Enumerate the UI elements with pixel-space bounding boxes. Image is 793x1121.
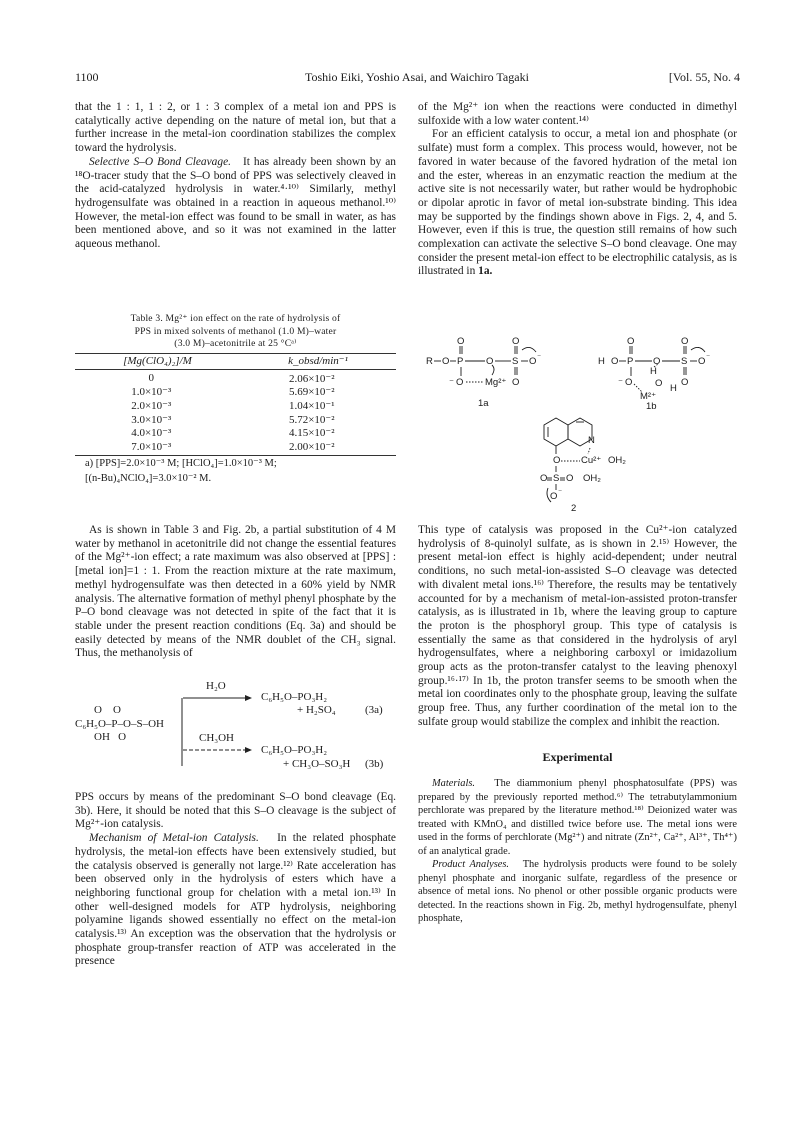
ligand-label: OH₂ xyxy=(583,473,601,484)
concentration-cell: 4.0×10⁻³ xyxy=(131,427,172,440)
equation-label: (3a) xyxy=(365,704,383,716)
product-line: C₆H₅O–PO₃H₂ xyxy=(261,744,328,756)
structure-label: 1a xyxy=(478,398,489,409)
atom-label: O xyxy=(456,377,464,388)
branch-line xyxy=(179,698,185,766)
structure-2 xyxy=(540,418,626,514)
section-heading: Experimental xyxy=(542,749,613,764)
page-number: 1100 xyxy=(75,70,99,84)
structure-label: 2 xyxy=(571,503,577,514)
charge-label: ⁻ xyxy=(537,352,542,361)
paragraph: As is shown in Table 3 and Fig. 2b, a partial substitution of 4 M water by methanol in acetonitrile did not change the essential features of the Mg²⁺-ion effect; a rate maximum was also observed at [PPS] : [metal ion]=1 : 1. From the reaction mixture at the rate maximum, methyl hydrogensulfate was then detected in a 60% yield by NMR analysis. The alternative formation of methyl phenyl phosphate by the P–O bond cleavage was not detected in spite of the fact that it is stable under the present reaction conditions (Eq. 3a) and should be easily detected by means of the NMR doublet of the CH₃ signal. Thus, the methanolysis of xyxy=(75,524,396,660)
paragraph xyxy=(418,858,737,926)
paragraph-text: In the related phosphate hydrolysis, the metal-ion effects have been extensively studied, but the catalysis observed is generally not large.¹²⁾ Rate acceleration has been observed only in the hydrolysis of esters which have a neighboring functional group for chelation with a metal ion.¹³⁾ In other well-designed models for ATP hydrolysis, neighboring polyamine ligands showed essentially no effect on the metal-ion catalysis.¹³⁾ An exception was the observation that the hydrolysis or phosphate group-transfer reaction of ATP was accelerated in the presence xyxy=(75,832,396,968)
charge-label: ⁻ xyxy=(449,377,455,388)
table-body xyxy=(75,372,396,454)
atom-label: R xyxy=(426,356,433,367)
reaction-arrow xyxy=(183,746,253,754)
table-row xyxy=(75,399,396,413)
atom-label: P xyxy=(627,356,634,367)
atom-label: O xyxy=(627,336,635,347)
paragraph-text: The hydrolysis products were found to be solely phenyl phosphate and inorganic sulfate, regardless of the presence or absence of metal ions. No phenol or other possible organic products were detected. In the reactions shown in Fig. 2b, methyl hydrogensulfate, phenyl phosphate, xyxy=(418,859,737,925)
compound-ref: 1a. xyxy=(478,265,493,278)
metal-ion: Cu²⁺ xyxy=(581,455,602,466)
atom-label: O xyxy=(529,356,537,367)
atom-label: H xyxy=(650,366,657,377)
atom-label: O xyxy=(442,356,450,367)
right-column-top xyxy=(418,101,737,279)
column-header: [Mg(ClO₄)₂]/M xyxy=(123,354,192,367)
atom-label: O xyxy=(698,356,706,367)
atom-label: O xyxy=(457,336,465,347)
paragraph: of the Mg²⁺ ion when the reactions were conducted in dimethyl sulfoxide with a low water content.¹⁴⁾ xyxy=(418,101,737,127)
mechanism-scheme xyxy=(418,336,738,516)
table-row xyxy=(75,412,396,426)
reagent-methanol: CH₃OH xyxy=(199,732,235,744)
atom-label: H xyxy=(598,356,605,367)
atom-label: O xyxy=(655,378,663,389)
atom-label: O xyxy=(681,377,689,388)
paragraph: that the 1 : 1, 1 : 2, or 1 : 3 complex of a metal ion and PPS is catalytically active depending on the nature of metal ion, but that a further increase in the metal-ion coordination stabilizes the complex toward the hydrolysis. xyxy=(75,101,396,155)
metal-ion: M²⁺ xyxy=(640,391,657,402)
run-in-heading: Selective S–O Bond Cleavage. xyxy=(89,155,231,168)
atom-label: O xyxy=(681,336,689,347)
atom-label: S xyxy=(512,356,519,367)
oxo-line: O O xyxy=(94,704,121,716)
author-line: Toshio Eiki, Yoshio Asai, and Waichiro Tagaki xyxy=(305,70,529,84)
atom-label: N xyxy=(588,435,595,446)
atom-label: O xyxy=(653,356,661,367)
product-line: C₆H₅O–PO₃H₂ xyxy=(261,691,328,703)
paragraph-text: The diammonium phenyl phosphatosulfate (PPS) was prepared by the previously reported method.⁶⁾ The tetrabutylammonium perchlorate was prepared by the literature method.¹⁸⁾ Deionized water was treated with KMnO₄ and distilled twice before use. The metal ions were used in the forms of perchlorate (Mg²⁺) and nitrate (Zn²⁺, Ca²⁺, Al³⁺, Th⁴⁺) of an analytical grade. xyxy=(418,778,738,857)
rate-cell: 5.72×10⁻² xyxy=(288,413,335,426)
product-line: + H₂SO₄ xyxy=(297,704,336,716)
atom-label: S xyxy=(553,473,560,484)
atom-label: O xyxy=(512,336,520,347)
product-line: + CH₃O–SO₃H xyxy=(283,758,351,770)
concentration-cell: 7.0×10⁻³ xyxy=(131,440,172,453)
run-in-heading: Product Analyses. xyxy=(432,859,509,871)
ligand-label: OH₂ xyxy=(608,455,626,466)
footnote-line: [(n-Bu)₄NClO₄]=3.0×10⁻² M. xyxy=(85,472,212,484)
atom-label: O xyxy=(625,377,633,388)
rate-cell: 2.06×10⁻² xyxy=(288,372,335,385)
atom-label: P xyxy=(457,356,464,367)
caption-line: Table 3. Mg²⁺ ion effect on the rate of hydrolysis of xyxy=(130,313,341,324)
metal-ion: Mg²⁺ xyxy=(485,377,507,388)
concentration-cell: 0 xyxy=(148,372,154,385)
atom-label: S xyxy=(681,356,688,367)
atom-label: O xyxy=(486,356,494,367)
left-column-middle xyxy=(75,524,396,661)
rate-cell: 5.69×10⁻² xyxy=(288,386,335,399)
table-rule xyxy=(75,369,396,370)
table-row xyxy=(75,426,396,440)
structure-1b xyxy=(598,336,710,412)
concentration-cell: 3.0×10⁻³ xyxy=(131,413,172,426)
equation-label: (3b) xyxy=(365,758,384,770)
reagent-water: H₂O xyxy=(206,680,226,692)
structure-label: 1b xyxy=(646,401,657,412)
left-column-bottom xyxy=(75,791,396,969)
caption-line: (3.0 M)–acetonitrile at 25 °Cᵃ⁾ xyxy=(174,338,297,349)
rate-cell: 4.15×10⁻² xyxy=(288,427,335,440)
experimental-text xyxy=(418,777,737,926)
right-column-bottom xyxy=(418,524,737,926)
table-caption xyxy=(75,313,396,351)
left-column-top xyxy=(75,101,396,252)
reactant-formula: C₆H₅O–P–O–S–OH xyxy=(75,718,164,730)
reaction-arrow xyxy=(183,694,253,702)
atom-label: O xyxy=(512,377,520,388)
concentration-cell: 2.0×10⁻³ xyxy=(131,399,172,412)
running-header xyxy=(75,70,740,86)
rate-cell: 2.00×10⁻² xyxy=(288,440,335,453)
paragraph: PPS occurs by means of the predominant S–O bond cleavage (Eq. 3b). Here, it should be noted that this S–O cleavage is the subject of Mg²⁺-ion catalysis. xyxy=(75,791,396,831)
charge-label: ⁻ xyxy=(558,487,563,496)
atom-label: O xyxy=(553,455,561,466)
paragraph-text: For an efficient catalysis to occur, a metal ion and phosphate (or sulfate) must form a complex. This process would, however, not be favored in water because of the favored hydration of the metal ion and the ester, whereas in an enzymatic reaction the medium at the active site is not necessarily water, but rather would be hydrophobic or dipolar aprotic in favor of metal ion-substrate binding. This idea may be supported by the findings shown above in Figs. 2, 4, and 5. However, even if this is true, the question still remains of how such complexation can activate the selective S–O bond cleavage. One may consider the present metal-ion effect to be electrophilic catalysis, as is illustrated in xyxy=(418,128,737,278)
paragraph xyxy=(75,156,396,252)
concentration-cell: 1.0×10⁻³ xyxy=(131,386,172,399)
rate-cell: 1.04×10⁻¹ xyxy=(288,399,335,412)
equation-3 xyxy=(75,680,396,790)
charge-label: ⁻ xyxy=(618,377,624,388)
paragraph xyxy=(418,777,737,858)
paragraph: This type of catalysis was proposed in the Cu²⁺-ion catalyzed hydrolysis of 8-quinolyl sulfate, as is shown in 2.¹⁵⁾ However, the present metal-ion effect is highly acid-dependent; under neutral conditions, no such metal-ion-assisted S–O cleavage was detected with divalent metal ions.¹⁶⁾ Therefore, the results may be tentatively accounted for by a mechanism of metal-ion-assisted proton-transfer catalysis, as is illustrated in 1b, where the leaving group to capture the proton is the phosphoryl group. This type of catalysis is essentially the same as that considered in the hydrolysis of aryl hydrogensulfates, where a neighboring carboxyl or imidazolium group acts as the proton-transfer catalyst to the leaving phenoxyl group.¹⁶·¹⁷⁾ In 1b, the proton transfer seems to be smooth when the metal ion coordinates only to the phosphate group, leaving the sulfate group free. Thus, any further coordination of the metal ion to the sulfate group would stabilize the complex and inhibit the reaction. xyxy=(418,524,737,728)
table-row xyxy=(75,439,396,453)
paragraph xyxy=(75,832,396,969)
caption-line: PPS in mixed solvents of methanol (1.0 M)–water xyxy=(134,325,337,337)
atom-label: O xyxy=(566,473,574,484)
paragraph-text: It has already been shown by an ¹⁸O-tracer study that the S–O bond of PPS was selectively cleaved in the acid-catalyzed hydrolysis in water.⁴·¹⁰⁾ Similarly, methyl hydrogensulfate was obtained in a reaction in aqueous methanol.¹⁰⁾ However, the metal-ion effect was found to be small in water, as has been mentioned above, and so it was not examined in the latter aqueous methanol. xyxy=(75,155,396,251)
run-in-heading: Mechanism of Metal-ion Catalysis. xyxy=(89,832,259,845)
table-row xyxy=(75,385,396,399)
paragraph xyxy=(418,128,737,279)
table-3 xyxy=(75,313,396,486)
atom-label: H xyxy=(670,383,677,394)
atom-label: O xyxy=(550,491,558,502)
table-rule xyxy=(75,455,396,456)
hydroxy-line: OH O xyxy=(94,731,127,743)
table-header xyxy=(75,354,396,369)
footnote-line: a) [PPS]=2.0×10⁻³ M; [HClO₄]=1.0×10⁻³ M; xyxy=(85,458,277,470)
table-row xyxy=(75,372,396,386)
table-footnote xyxy=(75,457,396,486)
volume-label: [Vol. 55, No. 4 xyxy=(668,70,740,84)
charge-label: ⁻ xyxy=(706,352,711,361)
atom-label: O xyxy=(611,356,619,367)
atom-label: O xyxy=(540,473,548,484)
structure-1a xyxy=(426,336,541,409)
run-in-heading: Materials. xyxy=(432,778,476,790)
column-header: k_obsd/min⁻¹ xyxy=(288,354,348,367)
